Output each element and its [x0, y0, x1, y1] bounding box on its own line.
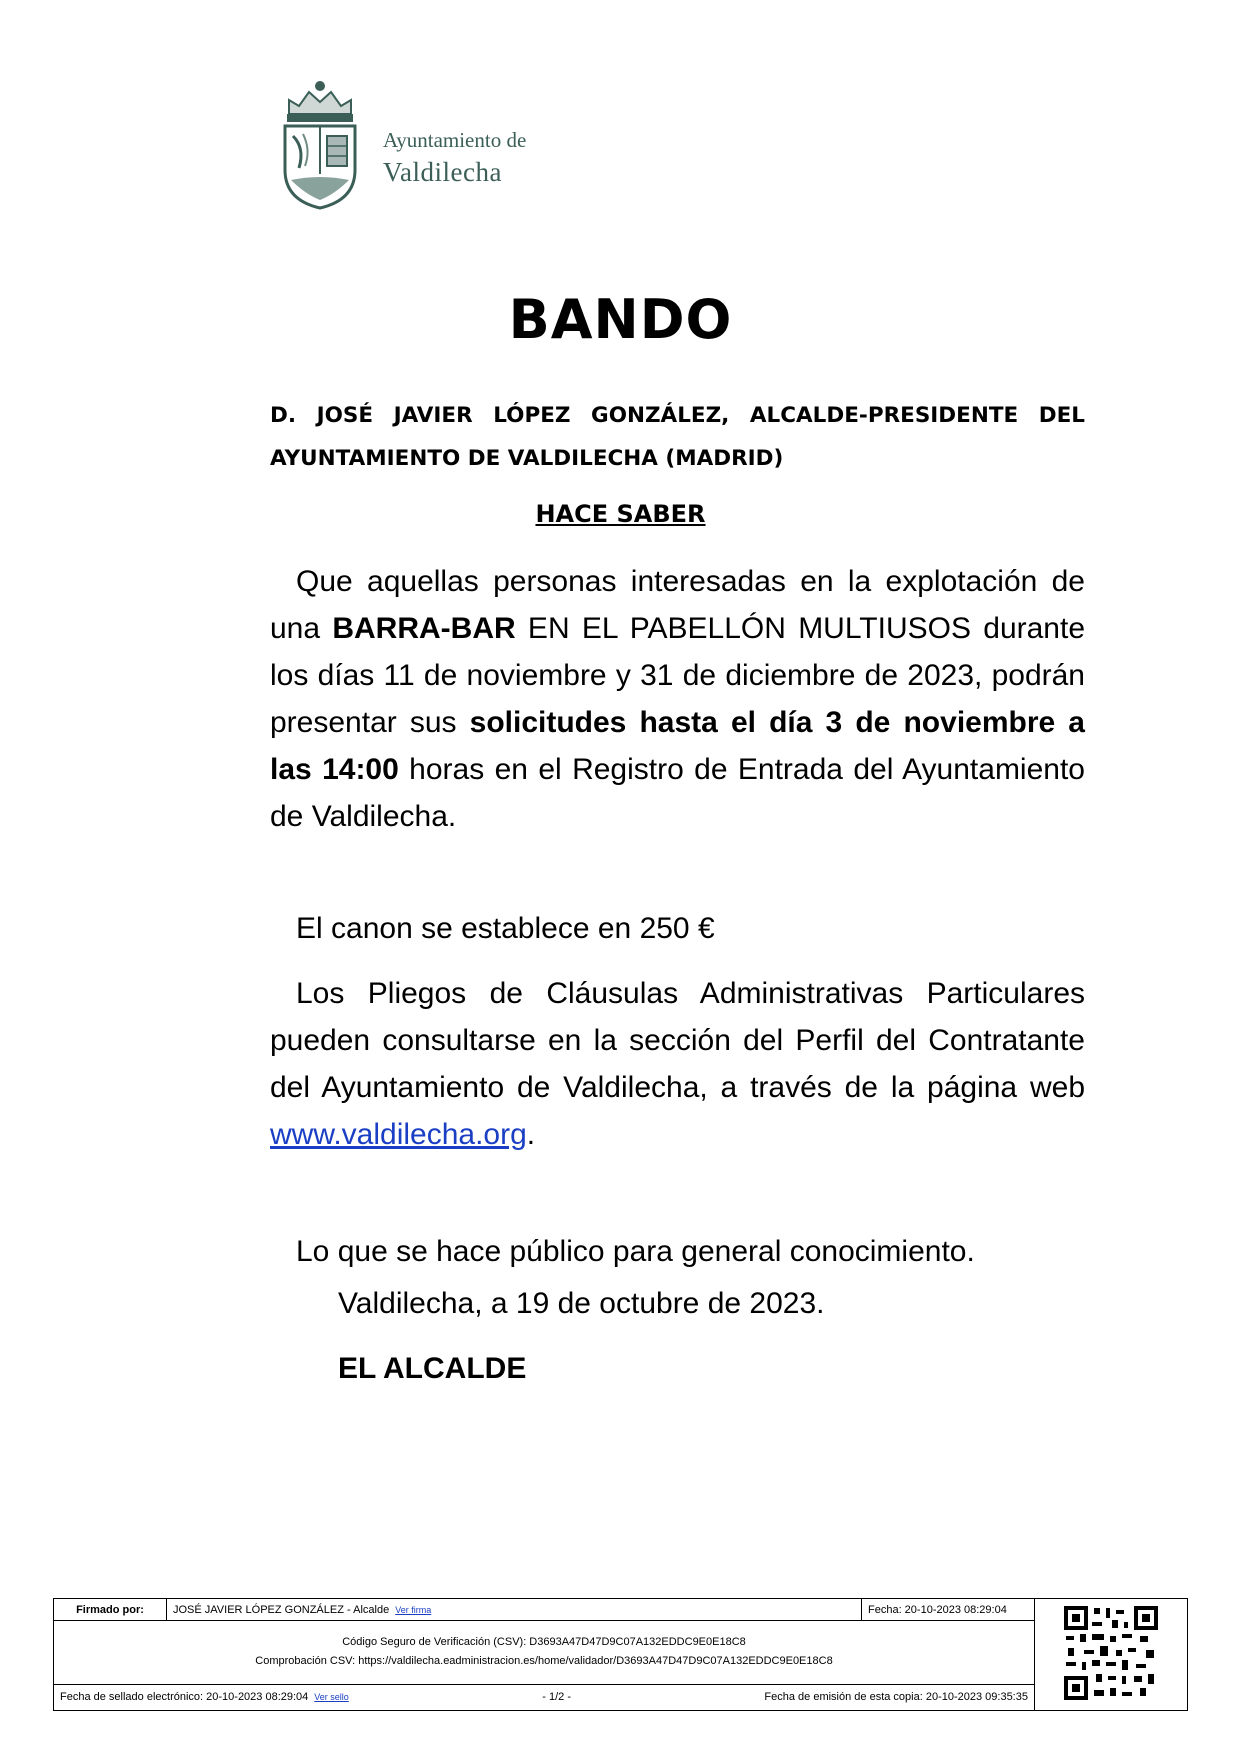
signature-title: EL ALCALDE: [338, 1352, 527, 1385]
paragraph-pliegos: [270, 970, 1085, 1158]
paragraph-canon: El canon se establece en 250 €: [296, 912, 715, 945]
municipal-logo: [275, 78, 545, 218]
document-title: BANDO: [508, 288, 733, 351]
logo-text: [383, 128, 526, 188]
signature-footer: [53, 1598, 1188, 1711]
coat-of-arms-icon: [275, 78, 365, 213]
fecha-firma: Fecha: 20-10-2023 08:29:04: [862, 1599, 1035, 1621]
place-date: Valdilecha, a 19 de octubre de 2023.: [338, 1287, 825, 1320]
p1-text-e: horas en el Registro de Entrada del Ayuntamiento de Valdilecha.: [270, 753, 1085, 833]
paragraph-publico: Lo que se hace público para general conocimiento.: [296, 1235, 975, 1268]
p3-end: .: [526, 1118, 536, 1151]
ver-sello-link[interactable]: Ver sello: [314, 1692, 349, 1703]
ver-firma-link[interactable]: Ver firma: [395, 1604, 432, 1615]
website-link[interactable]: www.valdilecha.org: [270, 1118, 527, 1151]
sellado-row: [54, 1684, 1035, 1710]
p1-text-a: Que aquellas personas interesadas en la explotación de una: [270, 565, 1085, 645]
signer-name: JOSÉ JAVIER LÓPEZ GONZÁLEZ - Alcalde: [173, 1603, 390, 1616]
qr-cell: [1035, 1599, 1188, 1711]
subheading-hace-saber: HACE SABER: [535, 500, 706, 528]
p3-text: Los Pliegos de Cláusulas Administrativas Particulares pueden consultarse en la sección del Perfil del Contratante del Ayuntamiento de Valdilecha, a través de la página web: [270, 977, 1085, 1104]
logo-line1: Ayuntamiento de: [383, 128, 527, 152]
document-heading: D. JOSÉ JAVIER LÓPEZ GONZÁLEZ, ALCALDE-PRESIDENTE DEL AYUNTAMIENTO DE VALDILECHA (MADRID): [270, 403, 1085, 471]
fecha-sellado: Fecha de sellado electrónico: 20-10-2023 08:29:04: [60, 1691, 309, 1704]
signed-by-cell: [167, 1599, 862, 1621]
csv-check-url: Comprobación CSV: https://valdilecha.eadministracion.es/home/validador/D3693A47D47D9C07A132EDDC9E0E18C8: [255, 1655, 833, 1668]
page-number: - 1/2 -: [542, 1691, 571, 1704]
p1-deadline: solicitudes hasta el día 3 de noviembre a las 14:00: [270, 706, 1085, 786]
p1-barra-bar: BARRA-BAR: [332, 612, 516, 645]
logo-line2: Valdilecha: [383, 157, 502, 187]
csv-code: Código Seguro de Verificación (CSV): D3693A47D47D9C07A132EDDC9E0E18C8: [342, 1636, 746, 1649]
fecha-emision: Fecha de emisión de esta copia: 20-10-2023 09:35:35: [764, 1691, 1028, 1704]
paragraph-announcement: [270, 558, 1085, 840]
signed-by-label: Firmado por:: [54, 1599, 167, 1621]
csv-info: [54, 1621, 1035, 1685]
p1-text-c: EN EL PABELLÓN MULTIUSOS durante los días 11 de noviembre y 31 de diciembre de 2023, podrán presentar sus: [270, 612, 1086, 739]
qr-code-icon[interactable]: [1062, 1604, 1160, 1702]
